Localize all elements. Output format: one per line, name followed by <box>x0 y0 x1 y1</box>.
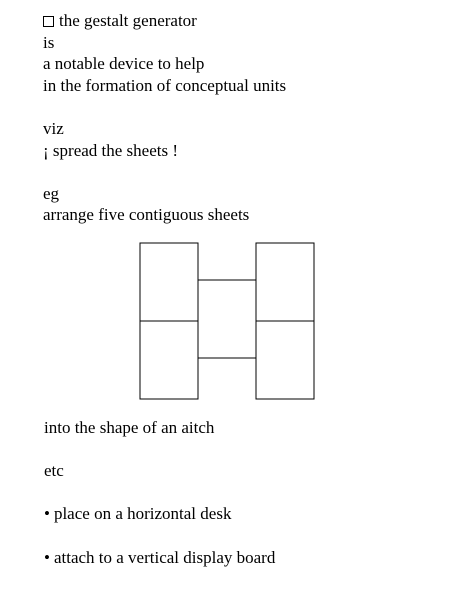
empty-checkbox-icon <box>43 16 54 27</box>
after-diagram-text: into the shape of an aitch <box>44 418 215 437</box>
bullet-text: place on a horizontal desk <box>53 504 232 523</box>
eg-text: arrange five contiguous sheets <box>43 205 250 224</box>
bullet-item-board <box>44 547 275 568</box>
sheet-left-top <box>140 243 198 321</box>
intro-line-1: is <box>43 33 55 52</box>
page-title: the gestalt generator <box>59 11 197 30</box>
bullet-text: attach to a vertical display board <box>53 548 276 567</box>
bullet-icon: • <box>44 504 50 523</box>
sheet-right-top <box>256 243 314 321</box>
sheet-right-bottom <box>256 321 314 399</box>
eg-label: eg <box>43 184 60 203</box>
title-line <box>43 10 197 31</box>
intro-line-2: a notable device to help <box>43 54 205 73</box>
intro-line-3: in the formation of conceptual units <box>43 76 287 95</box>
bullet-item-desk <box>44 503 231 524</box>
aitch-sheets-diagram <box>139 242 317 401</box>
viz-label: viz <box>43 119 64 138</box>
bullet-icon: • <box>44 548 50 567</box>
etc-text: etc <box>44 461 64 480</box>
viz-text: ¡ spread the sheets ! <box>43 141 179 160</box>
sheet-left-bottom <box>140 321 198 399</box>
sheet-center <box>198 280 256 358</box>
